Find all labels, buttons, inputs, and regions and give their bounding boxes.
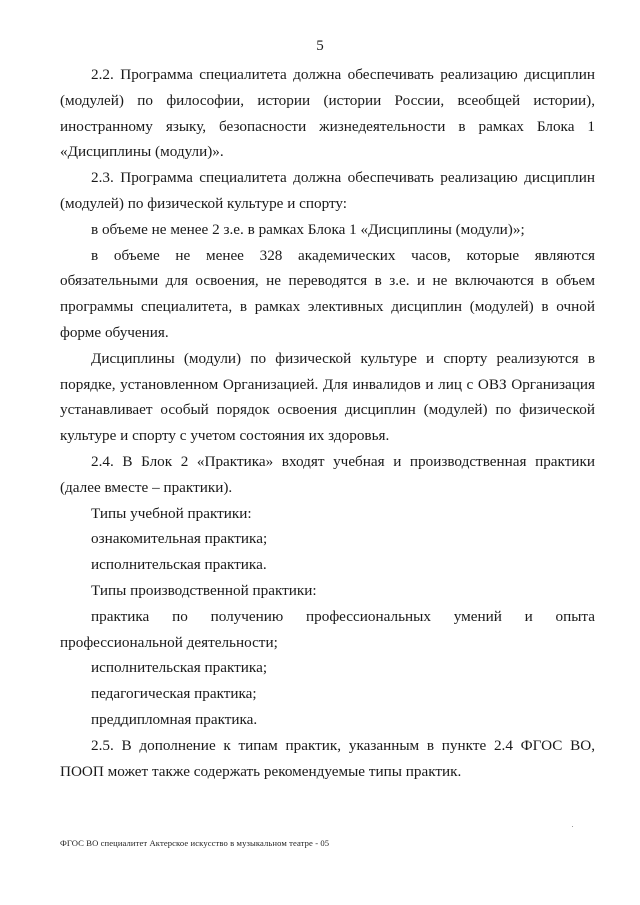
paragraph-2-2: 2.2. Программа специалитета должна обеспечивать реализацию дисциплин (модулей) по философии, истории (истории России, всеобщей истории), иностранному языку, безопасности жизнедеятельности в рамках Блока 1 «Дисциплины (модули)». bbox=[60, 66, 595, 161]
paragraph-2-3: 2.3. Программа специалитета должна обеспечивать реализацию дисциплин (модулей) по физической культуре и спорту: bbox=[60, 169, 595, 212]
list-item-hours: в объеме не менее 328 академических часов, которые являются обязательными для освоения, не переводятся в з.е. и не включаются в объем программы специалитета, в рамках элективных дисциплин (модулей) в очной форме обучения. bbox=[60, 246, 595, 341]
list-item: исполнительская практика; bbox=[91, 659, 268, 677]
list-item: преддипломная практика. bbox=[91, 710, 258, 728]
list-item-credits: в объеме не менее 2 з.е. в рамках Блока 1 «Дисциплины (модули)»; bbox=[91, 220, 525, 238]
list-heading-industrial-practice: Типы производственной практики: bbox=[91, 581, 317, 599]
list-item: исполнительская практика. bbox=[91, 556, 267, 574]
list-item: ознакомительная практика; bbox=[91, 530, 268, 548]
page-footer: ФГОС ВО специалитет Актерское искусство в музыкальном театре - 05 bbox=[60, 838, 330, 848]
document-body bbox=[60, 62, 595, 784]
list-heading-educational-practice: Типы учебной практики: bbox=[91, 504, 252, 522]
paragraph-2-5: 2.5. В дополнение к типам практик, указанным в пункте 2.4 ФГОС ВО, ПООП может также содержать рекомендуемые типы практик. bbox=[60, 736, 595, 780]
list-item: практика по получению профессиональных умений и опыта профессиональной деятельности; bbox=[60, 607, 595, 651]
page-number: 5 bbox=[316, 38, 324, 54]
scan-speck bbox=[572, 826, 573, 827]
list-item: педагогическая практика; bbox=[91, 685, 257, 703]
paragraph-disciplines: Дисциплины (модули) по физической культуре и спорту реализуются в порядке, установленном Организацией. Для инвалидов и лиц с ОВЗ Организация устанавливает особый порядок освоения дисциплин (модулей) по физической культуре и спорту с учетом состояния их здоровья. bbox=[60, 349, 595, 445]
paragraph-2-4: 2.4. В Блок 2 «Практика» входят учебная и производственная практики (далее вместе – практики). bbox=[60, 452, 595, 496]
